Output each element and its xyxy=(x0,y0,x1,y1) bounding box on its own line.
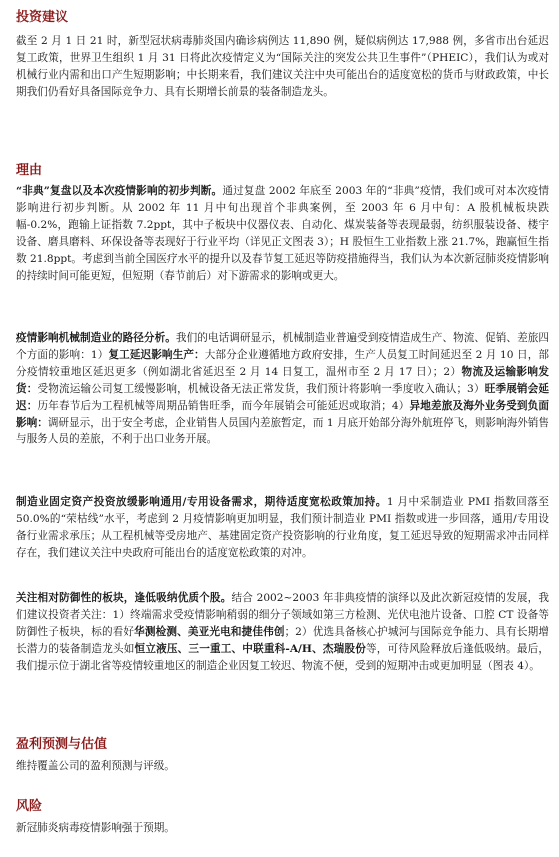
text-run: 新冠肺炎病毒疫情影响强于预期。 xyxy=(16,822,175,834)
text-run: 1 月中采制造业 PMI 指数回落至 50.0%的“荣枯线”水平，考虑到 2 月疫情影响更加明显，我们预计制造业 PMI 指数或进一步回落，通用/专用设备行业需求承压；从工程机械等受房地产、基建固定资产投资影响的行业角度，复工延迟导致的短期需求冲击同样存在，我们建议关注中央政府可能出台的适度宽松政策的对冲。 xyxy=(16,496,549,559)
text-run: 结合 2002~2003 年非典疫情的演绎以及此次新冠疫情的发展，我们建议投资者关注：1）终端需求受疫情影响稍弱的细分子领域如第三方检测、光伏电池片设备、口腔 CT 设备等防御性子板块，标的看好 xyxy=(16,592,550,638)
bold-text-run: 旺季展销会延迟： xyxy=(16,382,550,412)
text-run: 等，可待风险释放后逢低吸纳。最后，我们提示位于湖北省等疫情较重地区的制造企业因复工较迟、物流不便，受到的短期冲击或更加明显（图表 4）。 xyxy=(16,642,550,672)
paragraph-fixed-asset-investment xyxy=(16,494,549,562)
bold-text-run: 疫情影响机械制造业的路径分析。 xyxy=(16,332,176,344)
heading-investment-advice: 投资建议 xyxy=(16,10,69,25)
text-run: 截至 2 月 1 日 21 时，新型冠状病毒肺炎国内确诊病例达 11,890 例，疑似病例达 17,988 例，多省市出台延迟复工政策，世界卫生组织 1 月 31 日将此次疫情定义为“国际关注的突发公共卫生事件”（PHEIC），我们认为或对机械行业内需和出口产生短期影响；中长期来看，我们建议关注中央可能出台的适度宽松的货币与财政政策，中长期我们仍看好具备国际竞争力、具有长期增长前景的装备制造龙头。 xyxy=(16,35,549,98)
paragraph-earnings-forecast xyxy=(16,758,549,775)
text-run: 维持覆盖公司的盈利预测与评级。 xyxy=(16,760,175,772)
heading-earnings-forecast: 盈利预测与估值 xyxy=(16,737,108,752)
paragraph-impact-path xyxy=(16,330,549,448)
heading-reasons: 理由 xyxy=(16,163,43,178)
heading-risk: 风险 xyxy=(16,799,43,814)
bold-text-run: 制造业固定资产投资放缓影响通用/专用设备需求，期待适度宽松政策加持。 xyxy=(16,496,387,508)
text-run: ；2）优选具备核心护城河与国际竞争能力、具有长期增长潜力的装备制造龙头如 xyxy=(16,625,549,655)
bold-text-run: 关注相对防御性的板块，逢低吸纳优质个股。 xyxy=(16,592,232,604)
text-run: 调研显示，出于安全考虑，企业销售人员国内差旅暂定，而 1 月底开始部分海外航班停飞，则影响海外销售与服务人员的差旅，不利于出口业务开展。 xyxy=(16,416,549,446)
text-run: 受物流运输公司复工缓慢影响，机械设备无法正常发货，我们预计将影响一季度收入确认；3） xyxy=(37,382,485,395)
text-run: 大部分企业遵循地方政府安排，生产人员复工时间延迟至 2 月 10 日，部分疫情较重地区延迟更多（例如湖北省延迟至 2 月 14 日复工，温州市至 2 月 17 日）；2） xyxy=(16,348,550,378)
bold-text-run: “非典”复盘以及本次疫情影响的初步判断。 xyxy=(16,185,223,197)
text-run: 我们的电话调研显示，机械制造业普遍受到疫情造成生产、物流、促销、差旅四个方面的影响：1） xyxy=(16,332,549,361)
bold-text-run: 异地差旅及海外业务受到负面影响： xyxy=(16,399,550,429)
bold-text-run: 恒立液压、三一重工、中联重科-A/H、杰瑞股份 xyxy=(134,642,366,655)
paragraph-defensive-sectors xyxy=(16,590,549,675)
text-run: 历年春节后为工程机械等周期品销售旺季，而今年展销会可能延迟或取消；4） xyxy=(37,399,410,412)
bold-text-run: 华测检测、美亚光电和捷佳伟创 xyxy=(134,625,285,638)
text-run: 通过复盘 2002 年底至 2003 年的“非典”疫情，我们或可对本次疫情影响进行初步判断。从 2002 年 11 月中旬出现首个非典案例，至 2003 年 6 月中旬：A 股机械板块跌幅-0.2%，跑输上证指数 7.2ppt，其中子板块中仪器仪表、自动化、煤炭装备等表现最弱，纺织服装设备、楼宇设备、磨具磨料、环保设备等表现好于行业平均（详见正文图表 3）；H 股恒生工业指数上涨 21.7%，跑赢恒生指数 21.8ppt。考虑到当前全国医疗水平的提升以及春节复工延迟等防疫措施得当，我们认为本次新冠肺炎疫情影响的持续时间可能更短，但短期（春节前后）对下游需求的影响或更大。 xyxy=(16,185,549,282)
paragraph-sars-review xyxy=(16,183,549,284)
bold-text-run: 物流及运输影响发货： xyxy=(16,365,549,395)
paragraph-investment-advice xyxy=(16,33,549,101)
bold-text-run: 复工延迟影响生产： xyxy=(108,348,205,361)
paragraph-risk xyxy=(16,820,549,837)
